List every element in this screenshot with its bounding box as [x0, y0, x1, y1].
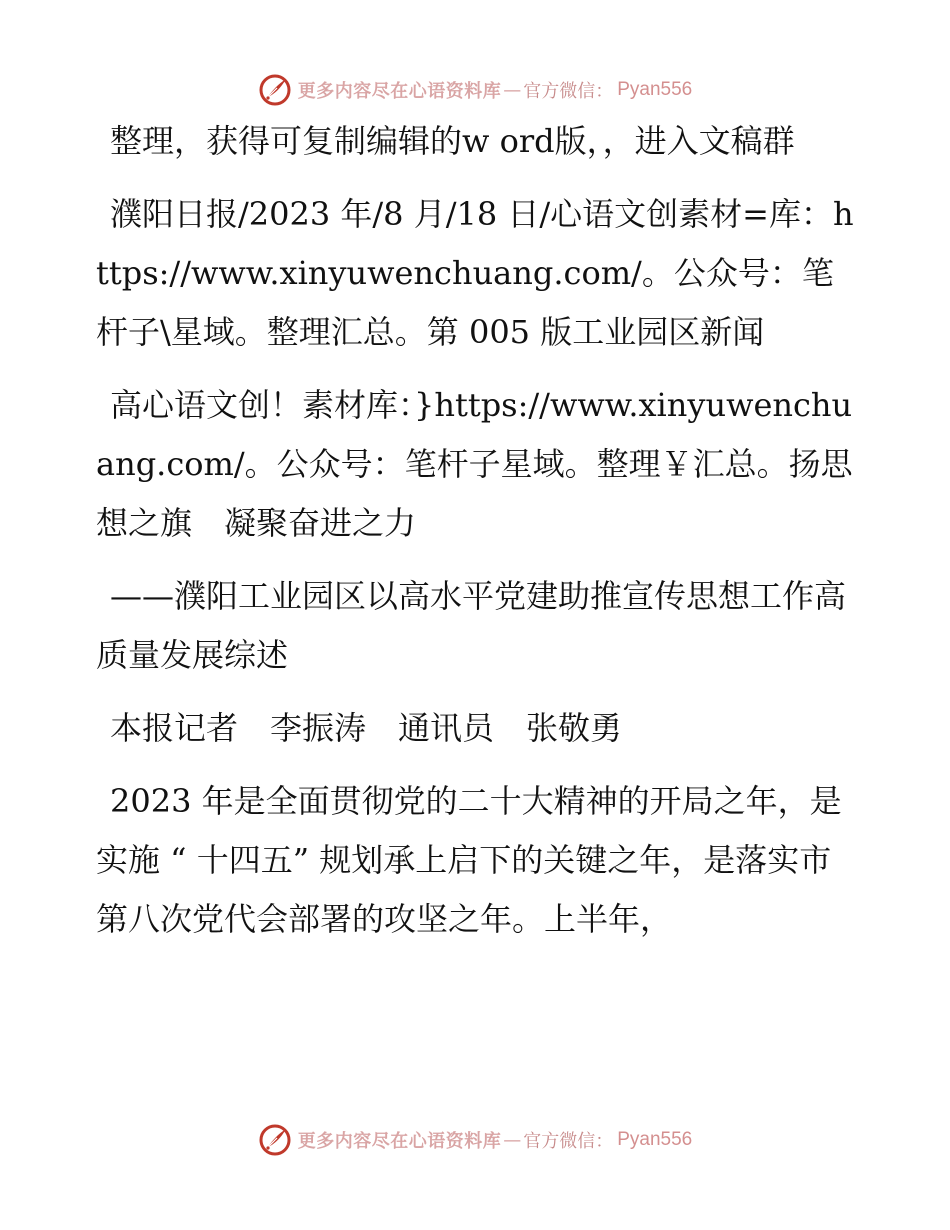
banner-account-id: Pyan556 [617, 79, 693, 100]
banner-separator: — [503, 1129, 522, 1151]
article-body [96, 112, 856, 963]
paragraph-byline: 本报记者 李振涛 通讯员 张敬勇 [110, 709, 623, 747]
paragraph-headline: 高心语文创！素材库：}https://www.xinyuwenchuang.com/。公众号：笔杆子星域。整理￥汇总。扬思想之旗 凝聚奋进之力 [96, 386, 853, 542]
paragraph-body-start: 2023 年是全面贯彻党的二十大精神的开局之年，是实施 “ 十四五” 规划承上启下的关键之年，是落实市第八次党代会部署的攻坚之年。上半年， [96, 782, 842, 938]
banner-main-text: 更多内容尽在心语资料库 [297, 1131, 502, 1152]
banner-colon: ： [595, 1131, 614, 1152]
header-banner [0, 70, 950, 110]
banner-account-id: Pyan556 [617, 1129, 693, 1150]
banner-official-label: 官方微信 [523, 81, 596, 102]
banner-main-text: 更多内容尽在心语资料库 [297, 81, 502, 102]
banner-separator: — [503, 79, 522, 101]
paragraph-subheadline: ——濮阳工业园区以高水平党建助推宣传思想工作高质量发展综述 [96, 577, 847, 674]
paragraph-source-line: 濮阳日报/2023 年/8 月/18 日/心语文创素材=库：https://www.xinyuwenchuang.com/。公众号：笔杆子\星域。整理汇总。第 005 版工业园区新闻 [96, 195, 854, 351]
footer-banner [0, 1120, 950, 1160]
banner-official-label: 官方微信 [523, 1131, 596, 1152]
banner-colon: ： [595, 81, 614, 102]
feather-pen-logo-icon [258, 73, 292, 107]
feather-pen-logo-icon [258, 1123, 292, 1157]
paragraph-intro-note: 整理，获得可复制编辑的w ord版，，进入文稿群 [110, 122, 795, 160]
